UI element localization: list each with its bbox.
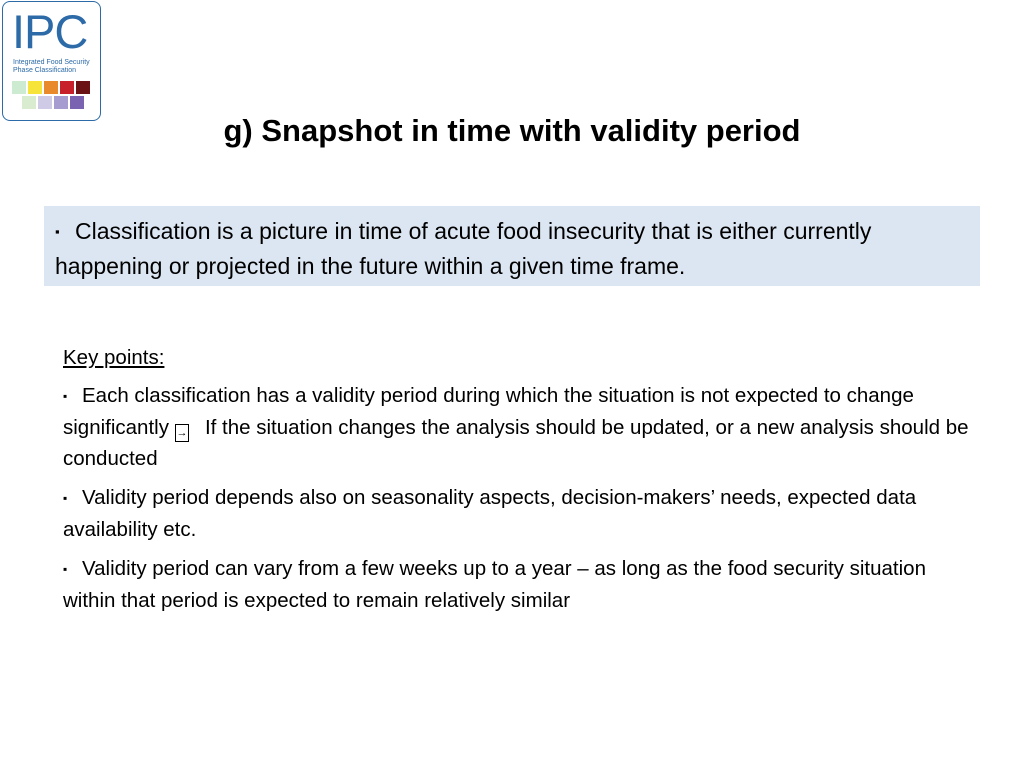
key-point-text: Validity period depends also on seasonality aspects, decision-makers’ needs, expected data availability etc. bbox=[63, 486, 917, 541]
logo-subtitle-line2: Phase Classification bbox=[13, 67, 77, 74]
arrow-right-icon: → bbox=[175, 424, 189, 442]
logo-subtitle-line1: Integrated Food Security bbox=[13, 59, 90, 66]
key-points-section bbox=[63, 342, 983, 624]
key-point-text: If the situation changes the analysis should be updated, or a new analysis should be conducted bbox=[63, 416, 969, 470]
logo-subtitle bbox=[13, 59, 97, 75]
phase-swatch bbox=[60, 81, 74, 94]
phase-swatch bbox=[12, 81, 26, 94]
swatch-row-1 bbox=[12, 81, 96, 94]
phase-swatch bbox=[22, 96, 36, 109]
logo-phase-swatches bbox=[12, 81, 96, 111]
key-points-heading: Key points: bbox=[63, 346, 165, 369]
phase-swatch bbox=[76, 81, 90, 94]
bullet-icon: ▪ bbox=[63, 389, 68, 403]
key-point-item bbox=[63, 482, 983, 545]
phase-swatch bbox=[44, 81, 58, 94]
key-point-text: Validity period can vary from a few weeks up to a year – as long as the food security situation within that period is expected to remain relatively similar bbox=[63, 557, 926, 612]
swatch-row-2 bbox=[12, 96, 96, 109]
phase-swatch bbox=[28, 81, 42, 94]
key-point-item bbox=[63, 553, 983, 616]
slide-title: g) Snapshot in time with validity period bbox=[223, 113, 801, 148]
bullet-icon: ▪ bbox=[63, 562, 68, 576]
logo-mark: IPC bbox=[12, 5, 88, 58]
definition-text: Classification is a picture in time of acute food insecurity that is either currently happening or projected in the future within a given time frame. bbox=[55, 218, 872, 279]
key-point-text: Each classification has a validity period during which the situation is not expected to change significantly bbox=[63, 384, 914, 439]
bullet-icon: ▪ bbox=[63, 491, 68, 505]
bullet-icon: ▪ bbox=[55, 224, 60, 239]
phase-swatch bbox=[38, 96, 52, 109]
definition-box bbox=[44, 206, 980, 286]
key-point-item bbox=[63, 380, 983, 474]
ipc-logo bbox=[2, 1, 101, 121]
phase-swatch bbox=[54, 96, 68, 109]
phase-swatch bbox=[70, 96, 84, 109]
